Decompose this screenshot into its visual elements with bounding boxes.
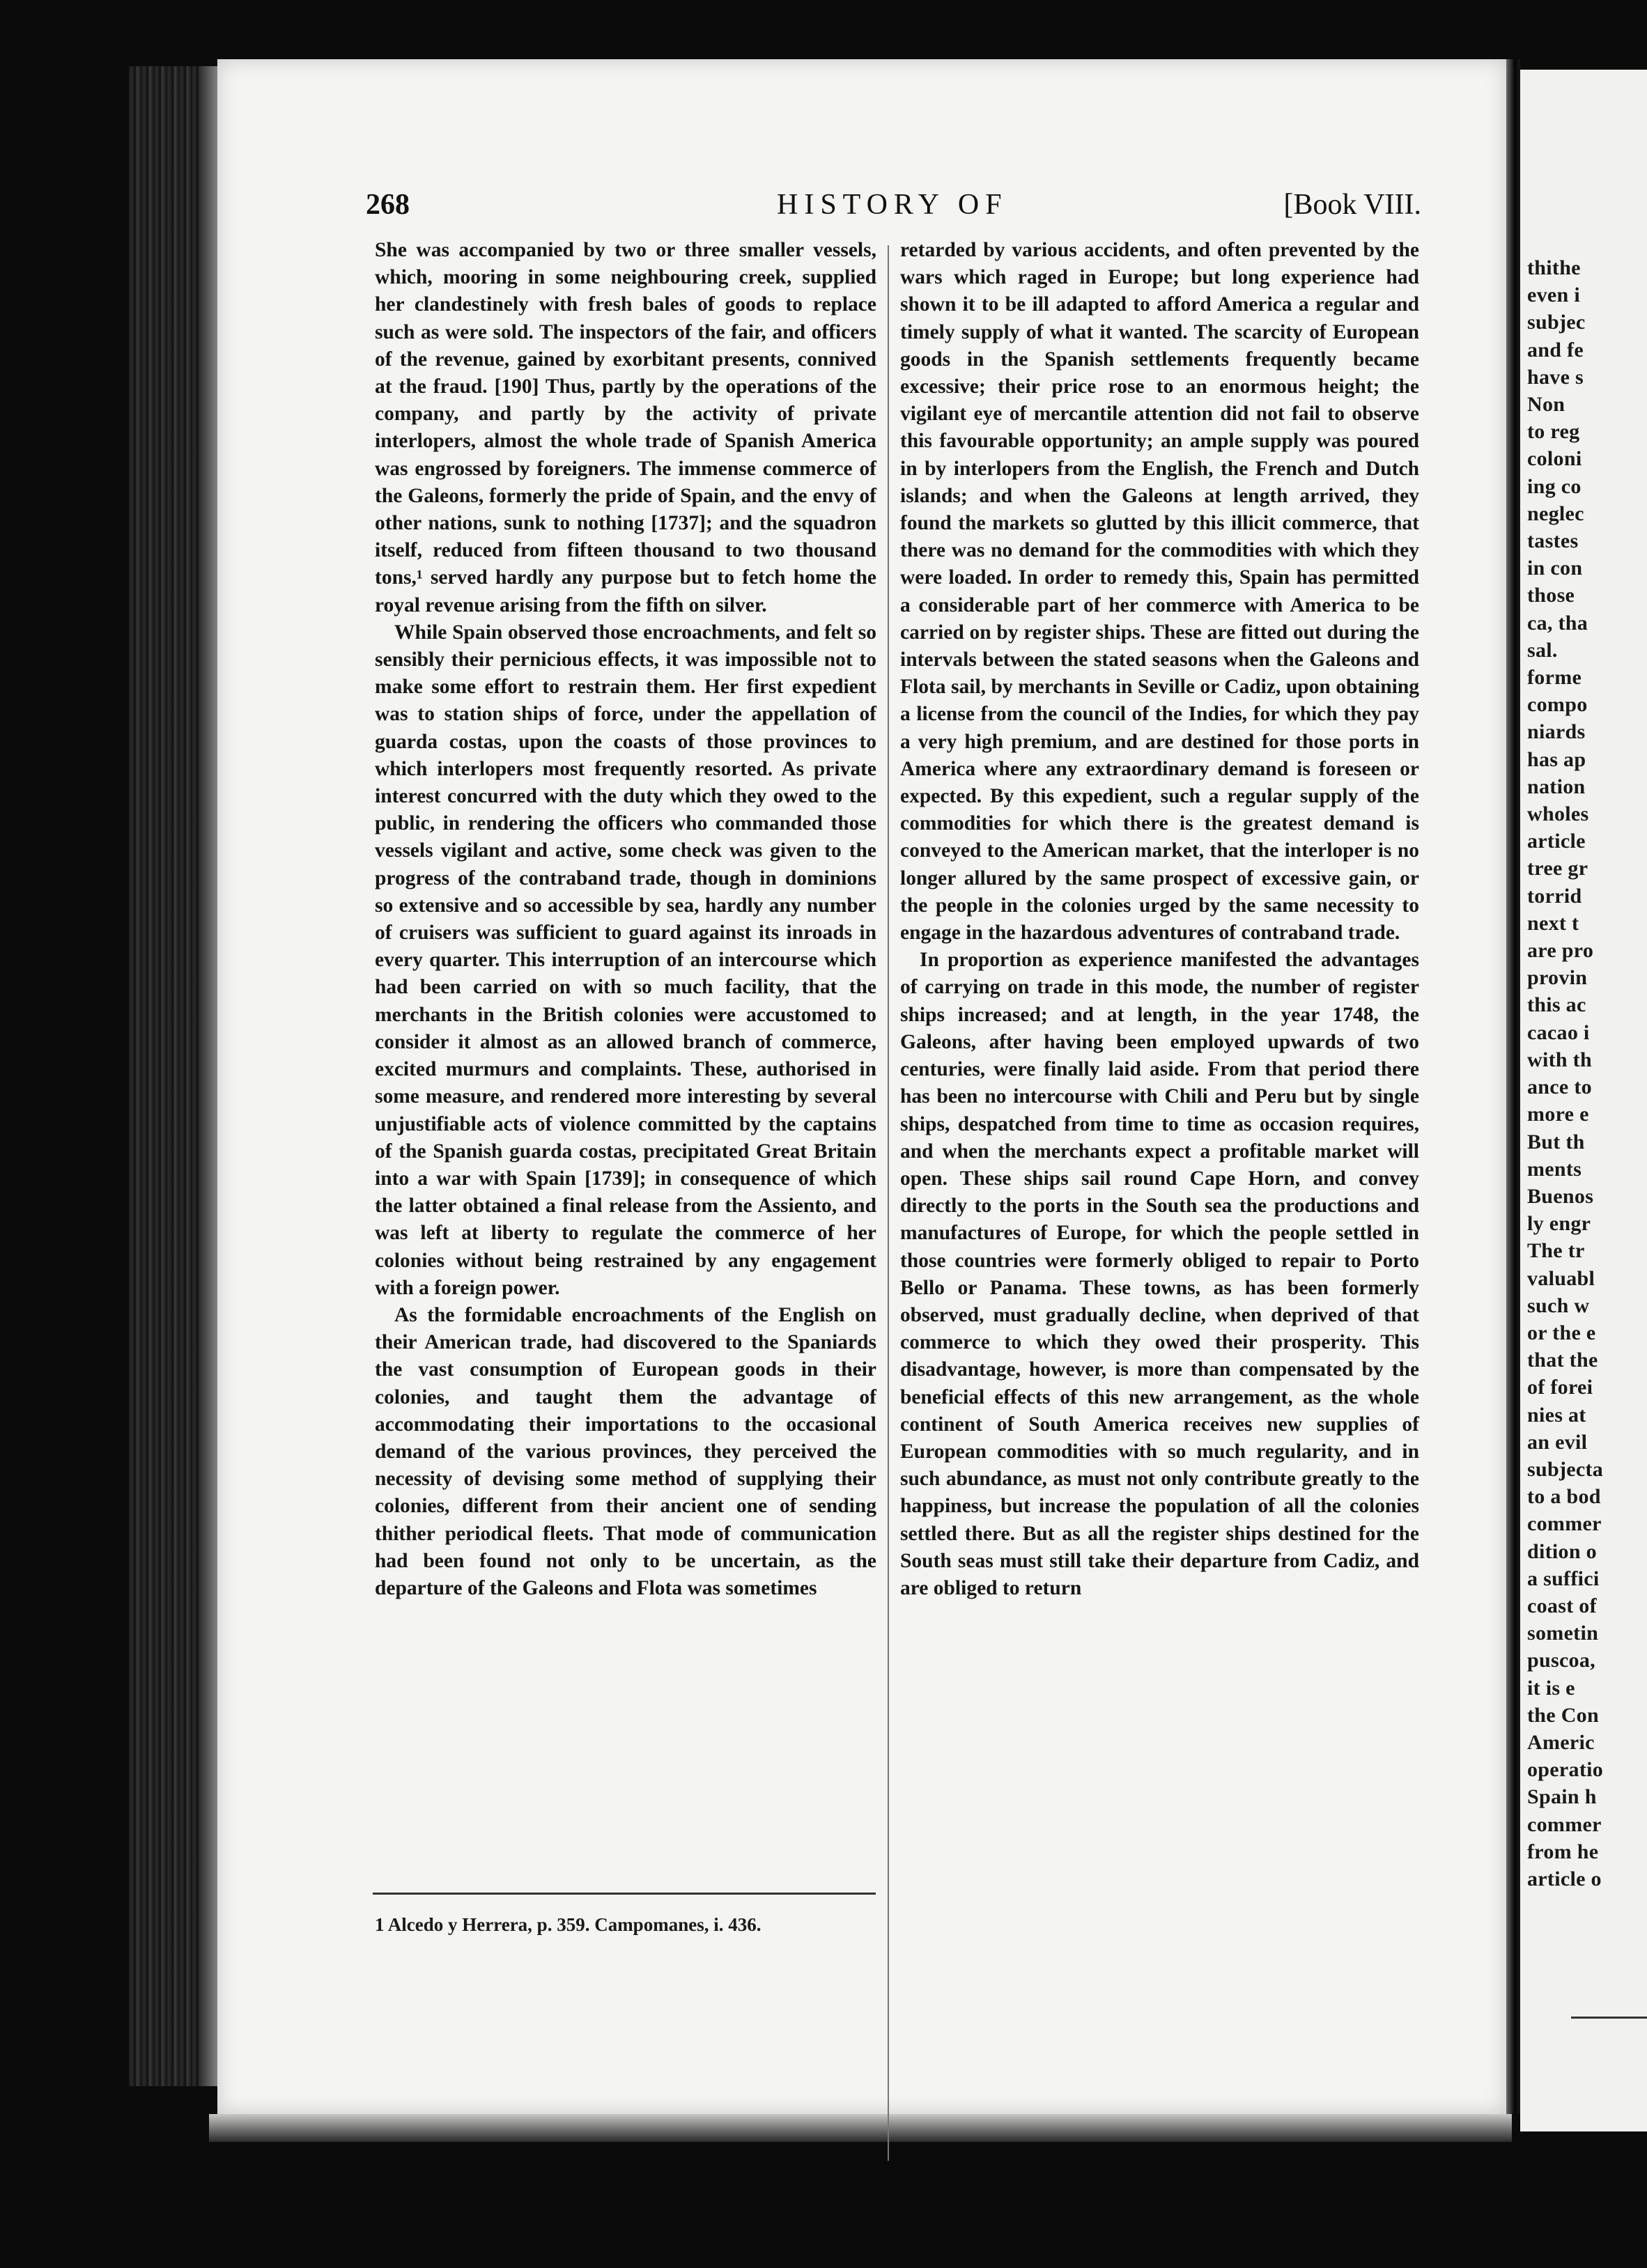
facing-page-line: valuabl (1527, 1266, 1595, 1290)
running-title: HISTORY OF (777, 189, 1008, 221)
facing-page-line: ca, tha (1527, 611, 1588, 635)
facing-page-line: are pro (1527, 939, 1594, 963)
facing-page-line: subjec (1527, 311, 1586, 334)
facing-page-line: such w (1527, 1294, 1590, 1317)
left-column (375, 237, 876, 1602)
facing-page-line: have s (1527, 365, 1584, 389)
facing-page-footnote-rule (1571, 2017, 1647, 2019)
facing-page-line: a suffici (1527, 1567, 1600, 1590)
binding-shadow (199, 66, 219, 2086)
facing-page-line: more e (1527, 1103, 1589, 1126)
facing-page-line: it is e (1527, 1676, 1575, 1700)
facing-page-line: has ap (1527, 747, 1586, 771)
facing-page-line: niards (1527, 720, 1586, 744)
facing-page-line: article o (1527, 1867, 1602, 1890)
facing-page-line: an evil (1527, 1430, 1588, 1454)
facing-page-line: Non (1527, 393, 1565, 417)
facing-page-line: ing co (1527, 474, 1582, 498)
page-bottom-edge (209, 2114, 1512, 2142)
facing-page-line: that the (1527, 1349, 1598, 1372)
facing-page-line: Buenos (1527, 1184, 1594, 1208)
facing-page-line: subjecta (1527, 1457, 1604, 1481)
paragraph: retarded by various accidents, and often prevented by the wars which raged in Europe; but long experience had shown it to be ill adapted to afford America a regular and timely supply of what it wanted. The scarcity of European goods in the Spanish settlements frequently became excessive; their price rose to an enormous height; the vigilant eye of mercantile attention did not fail to observe this favourable opportunity; an ample supply was poured in by interlopers from the English, the French and Dutch islands; and when the Galeons at length arrived, they found the markets so glutted by this illicit commerce, that there was no demand for the commodities with which they were loaded. In order to remedy this, Spain has permitted a considerable part of her commerce with America to be carried on by register ships. These are fitted out during the intervals between the stated seasons when the Galeons and Flota sail, by merchants in Seville or Cadiz, upon obtaining a license from the council of the Indies, for which they pay a very high premium, and are destined for those ports in America where any extraordinary demand is foreseen or expected. By this expedient, such a regular supply of the commodities for which there is the greatest demand is conveyed to the American market, that the interloper is no longer allured by the same prospect of excessive gain, or the people in the colonies urged by the same necessity to engage in the hazardous adventures of contraband trade. (900, 239, 1419, 945)
page-number: 268 (366, 189, 410, 221)
facing-page-line: Americ (1527, 1730, 1595, 1754)
facing-page-line: tree gr (1527, 857, 1588, 880)
right-column (900, 237, 1419, 1602)
facing-page-line: cacao i (1527, 1020, 1590, 1044)
facing-page-line: sometin (1527, 1622, 1599, 1645)
facing-page-line: nies at (1527, 1403, 1586, 1427)
facing-page-line: even i (1527, 284, 1580, 307)
facing-page-line: nation (1527, 775, 1586, 798)
footnote-rule (373, 1893, 876, 1895)
column-divider (888, 245, 889, 2161)
facing-page-line: with th (1527, 1048, 1592, 1071)
facing-page-line: coloni (1527, 447, 1582, 471)
paragraph: As the formidable encroachments of the English on their American trade, had discovered to the Spaniards the vast consumption of European goods in their colonies, and taught them the advantage of accommodating their importations to the occasional demand of the various provinces, they perceived the necessity of devising some method of supplying their colonies, different from their ancient one of sending thither periodical fleets. That mode of communication had been found not only to be uncertain, as the departure of the Galeons and Flota was sometimes (375, 1303, 876, 1599)
facing-page-line: and fe (1527, 338, 1584, 362)
paragraph: In proportion as experience manifested the advantages of carrying on trade in this mode, the number of register ships increased; and at length, in the year 1748, the Galeons, after having been employed upwards of two centuries, were finally laid aside. From that period there has been no intercourse with Chili and Peru but by single ships, despatched from time to time as occasion requires, and when the merchants expect a profitable market will open. These ships sail round Cape Horn, and convey directly to the ports in the South sea the productions and manufactures of Europe, for which the people settled in those countries were formerly obliged to repair to Porto Bello or Panama. These towns, as has been formerly observed, must gradually decline, when deprived of that commerce to which they owed their prosperity. This disadvantage, however, is more than compensated by the beneficial effects of this new arrangement, as the whole continent of South America receives new supplies of European commodities with so much regularity, and in such abundance, as must not only contribute greatly to the happiness, but increase the population of all the colonies settled there. But as all the register ships destined for the South seas must still take their departure from Cadiz, and are obliged to return (900, 949, 1419, 1599)
facing-page-line: ments (1527, 1157, 1582, 1181)
facing-page-line: tastes (1527, 529, 1579, 553)
book-label: [Book VIII. (1283, 189, 1421, 221)
facing-page-line: But th (1527, 1130, 1585, 1154)
running-head (366, 188, 1421, 230)
facing-page-line: ance to (1527, 1075, 1592, 1099)
facing-page-line: commer (1527, 1512, 1602, 1536)
facing-page-line: forme (1527, 666, 1582, 690)
paragraph: While Spain observed those encroachments, and felt so sensibly their pernicious effects, it was impossible not to make some effort to restrain them. Her first expedient was to station ships of force, under the appellation of guarda costas, upon the coasts of those provinces to which interlopers most frequently resorted. As private interest concurred with the duty which they owed to the public, in rendering the officers who commanded those vessels vigilant and active, some check was given to the progress of the contraband trade, though in dominions so extensive and so accessible by sea, hardly any number of cruisers was sufficient to guard against its inroads in every quarter. This interruption of an intercourse which had been carried on with so much facility, that the merchants in the British colonies were accustomed to consider it almost as an allowed branch of commerce, excited murmurs and complaints. These, authorised in some measure, and rendered more interesting by several unjustifiable acts of violence committed by the captains of the Spanish guarda costas, precipitated Great Britain into a war with Spain [1739]; in consequence of which the latter obtained a final release from the Assiento, and was left at liberty to regulate the commerce of her colonies without being restrained by any engagement with a foreign power. (375, 621, 876, 1299)
facing-page-line: or the e (1527, 1321, 1596, 1344)
facing-page-line: the Con (1527, 1703, 1599, 1727)
facing-page-line: article (1527, 830, 1586, 853)
page-gutter (1506, 59, 1520, 2114)
facing-page-line: Spain h (1527, 1785, 1597, 1809)
facing-page-line: compo (1527, 693, 1588, 717)
facing-page-fragment (1520, 70, 1647, 2131)
facing-page-line: puscoa, (1527, 1649, 1595, 1672)
facing-page-line: next t (1527, 911, 1579, 935)
footnote: 1 Alcedo y Herrera, p. 359. Campomanes, i. 436. (375, 1914, 761, 1935)
facing-page-line: torrid (1527, 884, 1582, 908)
facing-page-line: from he (1527, 1840, 1599, 1863)
facing-page-line: thithe (1527, 256, 1581, 279)
paragraph: She was accompanied by two or three smaller vessels, which, mooring in some neighbouring creek, supplied her clandestinely with fresh bales of goods to replace such as were sold. The inspectors of the fair, and officers of the revenue, gained by exorbitant presents, connived at the fraud. [190] Thus, partly by the operations of the company, and partly by the activity of private interlopers, almost the whole trade of Spanish America was engrossed by foreigners. The immense commerce of the Galeons, formerly the pride of Spain, and the envy of other nations, sunk to nothing [1737]; and the squadron itself, reduced from fifteen thousand to two thousand tons,¹ served hardly any purpose but to fetch home the royal revenue arising from the fifth on silver. (375, 239, 876, 616)
facing-page-line: wholes (1527, 802, 1589, 826)
facing-page-line: operatio (1527, 1758, 1604, 1782)
facing-page-line: those (1527, 584, 1575, 607)
facing-page-line: ly engr (1527, 1212, 1591, 1236)
facing-page-line: this ac (1527, 993, 1586, 1017)
facing-page-line: to a bod (1527, 1485, 1601, 1509)
facing-page-line (1520, 70, 1647, 254)
facing-page-line: neglec (1527, 502, 1584, 525)
facing-page-line: dition o (1527, 1539, 1597, 1563)
facing-page-line: to reg (1527, 420, 1580, 444)
facing-page-line: coast of (1527, 1594, 1597, 1617)
facing-page-line: in con (1527, 557, 1583, 580)
facing-page-line: of forei (1527, 1376, 1593, 1399)
facing-page-line: sal. (1527, 638, 1558, 662)
facing-page-line: The tr (1527, 1239, 1585, 1263)
facing-page-line: commer (1527, 1812, 1602, 1836)
facing-page-line: provin (1527, 966, 1588, 990)
